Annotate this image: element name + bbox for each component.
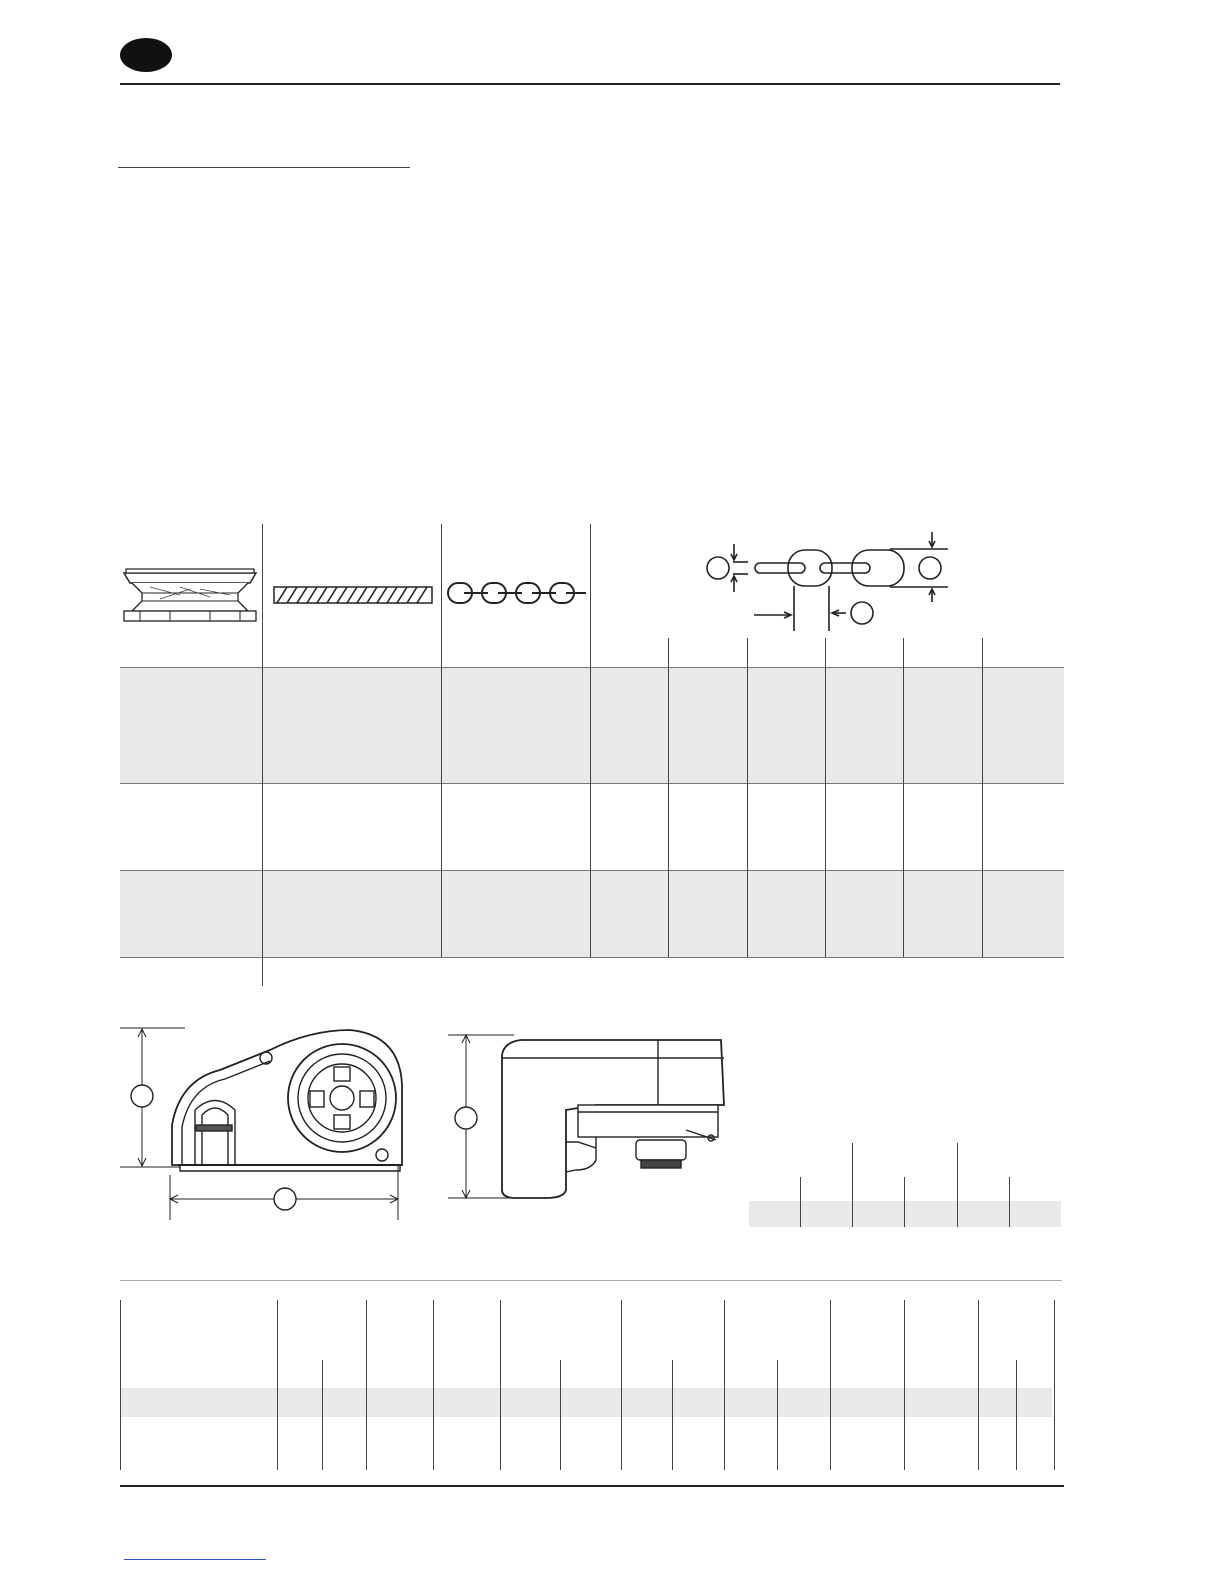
- column-divider: [277, 1300, 278, 1470]
- footer-rule: [120, 1485, 1064, 1487]
- footer-link-underline[interactable]: [124, 1559, 266, 1560]
- column-divider: [830, 1300, 831, 1470]
- windlass-front-view-icon: [446, 1030, 736, 1205]
- column-divider: [777, 1360, 778, 1470]
- table-rule: [120, 1280, 1062, 1281]
- table-row: [749, 1201, 1061, 1227]
- column-divider: [262, 524, 263, 986]
- column-divider: [621, 1300, 622, 1470]
- column-divider: [903, 638, 904, 957]
- chain-icon: [446, 578, 586, 608]
- header-rule: [120, 83, 1060, 85]
- column-divider: [904, 1177, 905, 1227]
- column-divider: [1016, 1360, 1017, 1470]
- windlass-gypsy-icon: [120, 565, 260, 627]
- column-divider: [500, 1300, 501, 1470]
- rope-icon: [273, 585, 433, 605]
- column-divider: [724, 1300, 725, 1470]
- column-divider: [322, 1360, 323, 1470]
- column-divider: [904, 1300, 905, 1470]
- column-divider: [1054, 1300, 1055, 1470]
- chain-dimension-diagram-icon: [700, 530, 960, 634]
- language-badge: [120, 38, 172, 72]
- column-divider: [668, 638, 669, 957]
- column-divider: [590, 524, 591, 957]
- table-row: [120, 1388, 1052, 1417]
- column-divider: [978, 1300, 979, 1470]
- column-divider: [747, 638, 748, 957]
- column-divider: [957, 1143, 958, 1227]
- column-divider: [366, 1300, 367, 1470]
- column-divider: [120, 1300, 121, 1470]
- column-divider: [672, 1360, 673, 1470]
- column-divider: [982, 638, 983, 957]
- section-heading-underline: [118, 167, 410, 168]
- column-divider: [441, 524, 442, 957]
- column-divider: [560, 1360, 561, 1470]
- windlass-side-view-icon: [120, 1025, 410, 1225]
- column-divider: [852, 1143, 853, 1227]
- column-divider: [433, 1300, 434, 1470]
- column-divider: [800, 1177, 801, 1227]
- column-divider: [825, 638, 826, 957]
- column-divider: [1009, 1177, 1010, 1227]
